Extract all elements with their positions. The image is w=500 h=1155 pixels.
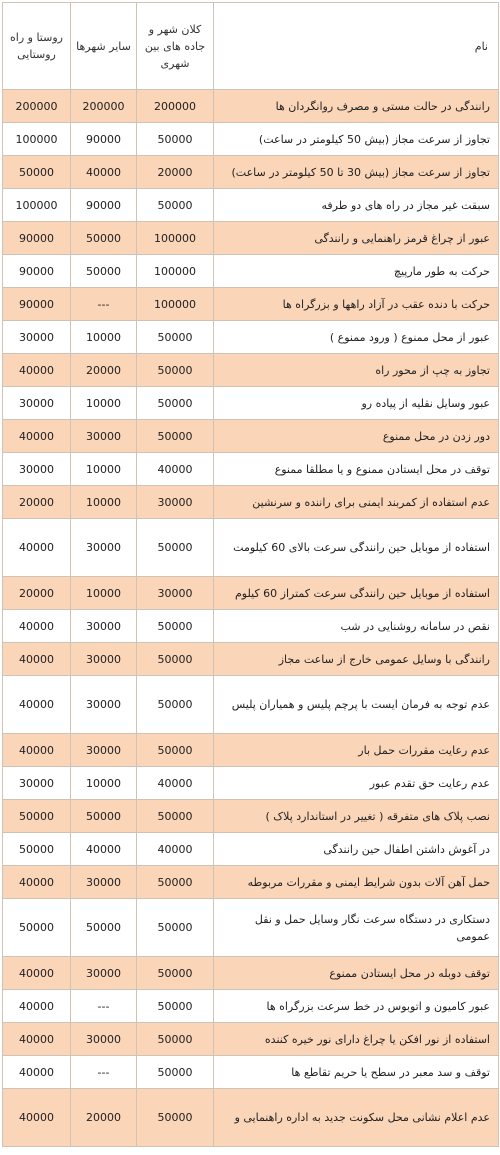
violation-name-cell: عبور از محل ممنوع ( ورود ممنوع ) [214,321,499,354]
other-cities-fine-cell: 10000 [71,767,137,800]
violation-name-cell: عدم رعایت مقررات حمل بار [214,734,499,767]
highway-fine-cell: 50000 [137,1089,214,1147]
rural-fine-cell: 100000 [3,123,71,156]
highway-fine-cell: 50000 [137,519,214,577]
highway-fine-cell: 50000 [137,866,214,899]
rural-fine-cell: 40000 [3,1023,71,1056]
highway-fine-cell: 50000 [137,1023,214,1056]
rural-fine-cell: 30000 [3,387,71,420]
table-row [3,486,499,519]
highway-fine-cell: 100000 [137,255,214,288]
other-cities-fine-cell: 30000 [71,676,137,734]
violation-name-cell: استفاده از موبایل حین رانندگی سرعت بالای 60 کیلومت [214,519,499,577]
violation-name-cell: عبور از چراغ قرمز راهنمایی و رانندگی [214,222,499,255]
other-cities-fine-cell: 90000 [71,189,137,222]
table-row [3,354,499,387]
table-row [3,123,499,156]
highway-fine-cell: 50000 [137,643,214,676]
other-cities-fine-cell: 30000 [71,957,137,990]
highway-fine-cell: 50000 [137,899,214,957]
violation-name-cell: دور زدن در محل ممنوع [214,420,499,453]
violation-name-cell: رانندگی با وسایل عمومی خارج از ساعت مجاز [214,643,499,676]
highway-fine-cell: 50000 [137,610,214,643]
header-highway: کلان شهر و جاده های بین شهری [137,3,214,90]
table-row [3,255,499,288]
rural-fine-cell: 40000 [3,643,71,676]
table-row [3,288,499,321]
table-row [3,453,499,486]
header-name: نام [214,3,499,90]
violation-name-cell: استفاده از موبایل حین رانندگی سرعت کمتراز 60 کیلوم [214,577,499,610]
highway-fine-cell: 50000 [137,321,214,354]
table-row [3,90,499,123]
highway-fine-cell: 50000 [137,800,214,833]
other-cities-fine-cell: 10000 [71,321,137,354]
highway-fine-cell: 40000 [137,767,214,800]
violation-name-cell: حمل آهن آلات بدون شرایط ایمنی و مقررات مربوطه [214,866,499,899]
violation-name-cell: عدم توجه به فرمان ایست با پرچم پلیس و همیاران پلیس [214,676,499,734]
highway-fine-cell: 50000 [137,420,214,453]
table-row [3,387,499,420]
table-row [3,610,499,643]
rural-fine-cell: 40000 [3,610,71,643]
table-body [3,90,499,1147]
rural-fine-cell: 30000 [3,453,71,486]
other-cities-fine-cell: 10000 [71,486,137,519]
other-cities-fine-cell: 30000 [71,866,137,899]
other-cities-fine-cell: 30000 [71,1023,137,1056]
table-row [3,577,499,610]
table-row [3,767,499,800]
highway-fine-cell: 100000 [137,288,214,321]
rural-fine-cell: 50000 [3,156,71,189]
highway-fine-cell: 50000 [137,1056,214,1089]
highway-fine-cell: 30000 [137,486,214,519]
highway-fine-cell: 40000 [137,453,214,486]
violation-name-cell: تجاوز به چپ از محور راه [214,354,499,387]
highway-fine-cell: 50000 [137,387,214,420]
rural-fine-cell: 40000 [3,676,71,734]
header-row [3,3,499,90]
table-row [3,189,499,222]
violation-name-cell: در آغوش داشتن اطفال حین رانندگی [214,833,499,866]
highway-fine-cell: 50000 [137,990,214,1023]
violation-name-cell: عبور کامیون و اتوبوس در خط سرعت بزرگراه ها [214,990,499,1023]
rural-fine-cell: 40000 [3,1089,71,1147]
other-cities-fine-cell: 30000 [71,420,137,453]
table-row [3,1089,499,1147]
violation-name-cell: عدم اعلام نشانی محل سکونت جدید به اداره راهنمایی و [214,1089,499,1147]
table-row [3,990,499,1023]
highway-fine-cell: 100000 [137,222,214,255]
other-cities-fine-cell: 50000 [71,222,137,255]
table-row [3,420,499,453]
header-rural: روستا و راه روستایی [3,3,71,90]
other-cities-fine-cell: 50000 [71,800,137,833]
violation-name-cell: تجاوز از سرعت مجاز (بیش 50 کیلومتر در ساعت) [214,123,499,156]
violation-name-cell: دستکاری در دستگاه سرعت نگار وسایل حمل و نقل عمومی [214,899,499,957]
rural-fine-cell: 40000 [3,957,71,990]
rural-fine-cell: 30000 [3,767,71,800]
other-cities-fine-cell: 30000 [71,734,137,767]
violation-name-cell: توقف در محل ایستادن ممنوع و یا مطلقا ممنوع [214,453,499,486]
violation-name-cell: حرکت به طور مارپیچ [214,255,499,288]
other-cities-fine-cell: 200000 [71,90,137,123]
highway-fine-cell: 50000 [137,957,214,990]
rural-fine-cell: 90000 [3,255,71,288]
header-other-cities: سایر شهرها [71,3,137,90]
table-row [3,519,499,577]
rural-fine-cell: 30000 [3,321,71,354]
table-row [3,321,499,354]
other-cities-fine-cell: 50000 [71,899,137,957]
highway-fine-cell: 40000 [137,833,214,866]
rural-fine-cell: 40000 [3,866,71,899]
violation-name-cell: تجاوز از سرعت مجاز (بیش 30 تا 50 کیلومتر در ساعت) [214,156,499,189]
highway-fine-cell: 200000 [137,90,214,123]
other-cities-fine-cell: 40000 [71,156,137,189]
rural-fine-cell: 20000 [3,486,71,519]
other-cities-fine-cell: 10000 [71,577,137,610]
rural-fine-cell: 100000 [3,189,71,222]
other-cities-fine-cell: 10000 [71,453,137,486]
other-cities-fine-cell: 40000 [71,833,137,866]
rural-fine-cell: 90000 [3,222,71,255]
rural-fine-cell: 40000 [3,990,71,1023]
other-cities-fine-cell: 30000 [71,610,137,643]
other-cities-fine-cell: 30000 [71,643,137,676]
rural-fine-cell: 200000 [3,90,71,123]
table-row [3,643,499,676]
highway-fine-cell: 50000 [137,676,214,734]
other-cities-fine-cell: --- [71,990,137,1023]
table-row [3,676,499,734]
rural-fine-cell: 40000 [3,420,71,453]
rural-fine-cell: 50000 [3,899,71,957]
rural-fine-cell: 40000 [3,354,71,387]
violation-name-cell: توقف دوبله در محل ایستادن ممنوع [214,957,499,990]
other-cities-fine-cell: 50000 [71,255,137,288]
table-row [3,222,499,255]
other-cities-fine-cell: --- [71,288,137,321]
violation-name-cell: عبور وسایل نقلیه از پیاده رو [214,387,499,420]
violation-name-cell: عدم رعایت حق تقدم عبور [214,767,499,800]
table-row [3,800,499,833]
other-cities-fine-cell: 20000 [71,354,137,387]
other-cities-fine-cell: 10000 [71,387,137,420]
highway-fine-cell: 30000 [137,577,214,610]
violation-name-cell: حرکت با دنده عقب در آزاد راهها و بزرگراه ها [214,288,499,321]
highway-fine-cell: 20000 [137,156,214,189]
other-cities-fine-cell: 90000 [71,123,137,156]
table-row [3,833,499,866]
rural-fine-cell: 50000 [3,833,71,866]
rural-fine-cell: 50000 [3,800,71,833]
rural-fine-cell: 40000 [3,1056,71,1089]
other-cities-fine-cell: 30000 [71,519,137,577]
rural-fine-cell: 40000 [3,734,71,767]
traffic-fines-table [2,2,499,1147]
table-row [3,156,499,189]
rural-fine-cell: 40000 [3,519,71,577]
highway-fine-cell: 50000 [137,189,214,222]
rural-fine-cell: 20000 [3,577,71,610]
violation-name-cell: استفاده از نور افکن یا چراغ دارای نور خیره کننده [214,1023,499,1056]
table-row [3,957,499,990]
violation-name-cell: رانندگی در حالت مستی و مصرف روانگردان ها [214,90,499,123]
table-row [3,899,499,957]
violation-name-cell: سبقت غیر مجاز در راه های دو طرفه [214,189,499,222]
table-row [3,1056,499,1089]
other-cities-fine-cell: --- [71,1056,137,1089]
other-cities-fine-cell: 20000 [71,1089,137,1147]
violation-name-cell: نصب پلاک های متفرقه ( تغییر در استاندارد پلاک ) [214,800,499,833]
highway-fine-cell: 50000 [137,734,214,767]
rural-fine-cell: 90000 [3,288,71,321]
table-row [3,866,499,899]
highway-fine-cell: 50000 [137,123,214,156]
violation-name-cell: نقص در سامانه روشنایی در شب [214,610,499,643]
highway-fine-cell: 50000 [137,354,214,387]
violation-name-cell: توقف و سد معبر در سطح یا حریم تقاطع ها [214,1056,499,1089]
violation-name-cell: عدم استفاده از کمربند ایمنی برای راننده و سرنشین [214,486,499,519]
table-row [3,734,499,767]
table-row [3,1023,499,1056]
